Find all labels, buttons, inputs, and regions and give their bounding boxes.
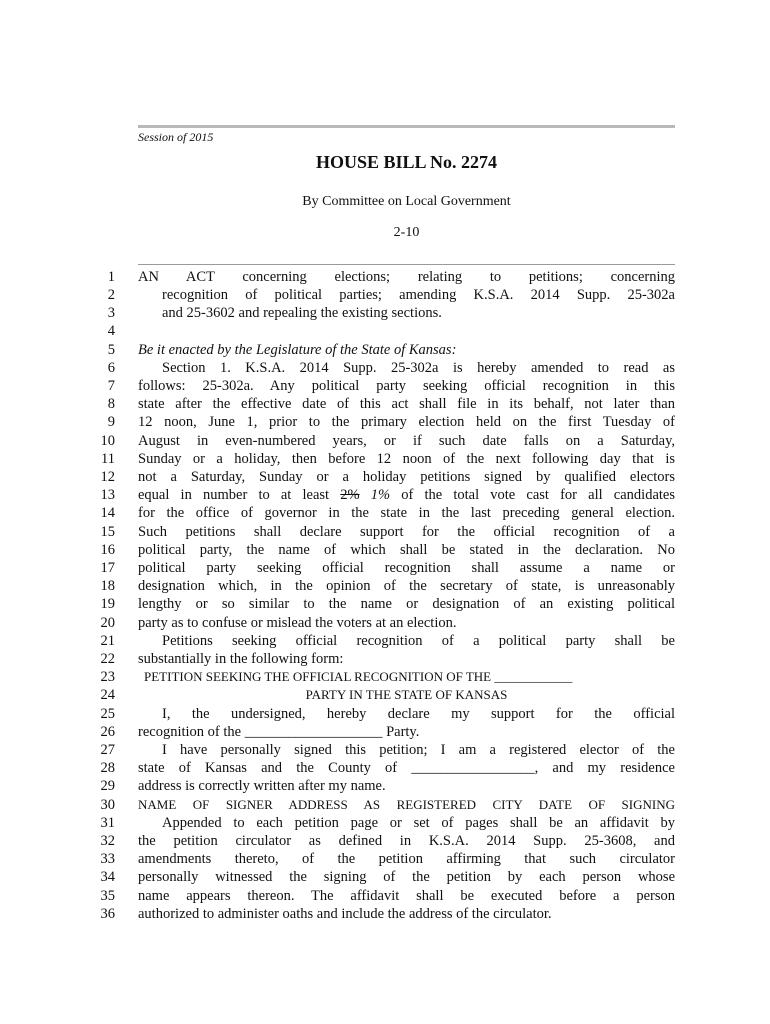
line-number: 23 xyxy=(100,669,115,685)
bill-text-line: AN ACT concerning elections; relating to petitions; concerning xyxy=(138,269,675,285)
bill-text-line: I, the undersigned, hereby declare my support for the official xyxy=(162,706,675,722)
bill-title: HOUSE BILL No. 2274 xyxy=(315,152,498,172)
line-number: 16 xyxy=(100,542,115,558)
inserted-text: 1% xyxy=(370,487,391,503)
title-rule xyxy=(138,264,675,265)
bill-text-line: Section 1. K.S.A. 2014 Supp. 25-302a is hereby amended to read as xyxy=(162,360,675,376)
petition-heading: PARTY IN THE STATE OF KANSAS xyxy=(305,687,508,702)
line-number: 15 xyxy=(100,524,115,540)
line-number: 1 xyxy=(107,269,115,285)
bill-text-line: recognition of political parties; amending K.S.A. 2014 Supp. 25-302a xyxy=(162,287,675,303)
line-number: 29 xyxy=(100,778,115,794)
line-number: 25 xyxy=(100,706,115,722)
bill-text-line: address is correctly written after my name. xyxy=(138,778,386,794)
bill-text-line: lengthy or so similar to the name or designation of an existing political xyxy=(138,596,675,612)
bill-text-line: for the office of governor in the state in the last preceding general election. xyxy=(138,505,675,521)
bill-text-line: and 25-3602 and repealing the existing sections. xyxy=(162,305,442,321)
line-number: 2 xyxy=(107,287,115,303)
bill-text-line: recognition of the ___________________ Party. xyxy=(138,724,420,740)
bill-text-line: the petition circulator as defined in K.S.A. 2014 Supp. 25-3608, and xyxy=(138,833,675,849)
line-number: 19 xyxy=(100,596,115,612)
bill-date: 2-10 xyxy=(393,225,420,240)
bill-text-line: Petitions seeking official recognition of a political party shall be xyxy=(162,633,675,649)
bill-text-line: not a Saturday, Sunday or a holiday petitions signed by qualified electors xyxy=(138,469,675,485)
line-number: 10 xyxy=(100,433,115,449)
line-number: 28 xyxy=(100,760,115,776)
line-number: 18 xyxy=(100,578,115,594)
line-number: 9 xyxy=(107,414,115,430)
line-number: 6 xyxy=(107,360,115,376)
line-number: 32 xyxy=(100,833,115,849)
line-number: 24 xyxy=(100,687,115,703)
bill-text-line: state of Kansas and the County of _________________, and my residence xyxy=(138,760,675,776)
line-number: 35 xyxy=(100,888,115,904)
bill-text-line: political party, the name of which shall be stated in the declaration. No xyxy=(138,542,675,558)
line-number: 20 xyxy=(100,615,115,631)
text-segment: equal in number to at least xyxy=(138,487,330,503)
line-number: 5 xyxy=(107,342,115,358)
line-number: 8 xyxy=(107,396,115,412)
text-segment: of the total vote cast for all candidates xyxy=(401,487,675,503)
line-number: 12 xyxy=(100,469,115,485)
session-label: Session of 2015 xyxy=(138,130,214,144)
line-number: 36 xyxy=(100,906,115,922)
enacting-clause: Be it enacted by the Legislature of the State of Kansas: xyxy=(138,342,457,358)
bill-text-line: Such petitions shall declare support for the official recognition of a xyxy=(138,524,675,540)
bill-text-line: designation which, in the opinion of the secretary of state, is unreasonably xyxy=(138,578,675,594)
line-number: 4 xyxy=(107,323,115,339)
line-number: 33 xyxy=(100,851,115,867)
line-number: 3 xyxy=(107,305,115,321)
line-number: 14 xyxy=(100,505,115,521)
line-number: 21 xyxy=(100,633,115,649)
line-number: 34 xyxy=(100,869,115,885)
line-number: 31 xyxy=(100,815,115,831)
bill-text-line: Sunday or a holiday, then before 12 noon of the next following day that is xyxy=(138,451,675,467)
bill-text-line: amendments thereto, of the petition affirming that such circulator xyxy=(138,851,675,867)
bill-text-line: authorized to administer oaths and include the address of the circulator. xyxy=(138,906,552,922)
bill-text-line: Appended to each petition page or set of pages shall be an affidavit by xyxy=(162,815,675,831)
bill-text-line: 12 noon, June 1, prior to the primary election held on the first Tuesday of xyxy=(138,414,675,430)
petition-columns: NAME OF SIGNER ADDRESS AS REGISTERED CITY DATE OF SIGNING xyxy=(138,797,675,812)
line-number: 13 xyxy=(100,487,115,503)
bill-text-line: follows: 25-302a. Any political party seeking official recognition in this xyxy=(138,378,675,394)
line-number: 26 xyxy=(100,724,115,740)
line-number: 27 xyxy=(100,742,115,758)
bill-text-line: substantially in the following form: xyxy=(138,651,344,667)
committee-line: By Committee on Local Government xyxy=(302,194,511,209)
bill-text-line: I have personally signed this petition; I am a registered elector of the xyxy=(162,742,675,758)
struck-text: 2% xyxy=(340,487,360,503)
line-number: 22 xyxy=(100,651,115,667)
line-number: 7 xyxy=(107,378,115,394)
petition-heading: PETITION SEEKING THE OFFICIAL RECOGNITION OF THE ____________ xyxy=(144,669,573,684)
header-rule xyxy=(138,125,675,128)
line-number: 17 xyxy=(100,560,115,576)
line-number: 11 xyxy=(101,451,115,467)
bill-text-line: state after the effective date of this act shall file in its behalf, not later than xyxy=(138,396,675,412)
bill-text-line: personally witnessed the signing of the petition by each person whose xyxy=(138,869,675,885)
bill-text-line: August in even-numbered years, or if such date falls on a Saturday, xyxy=(138,433,675,449)
line-number: 30 xyxy=(100,797,115,813)
bill-text-line: party as to confuse or mislead the voters at an election. xyxy=(138,615,457,631)
bill-text-line: political party seeking official recognition shall assume a name or xyxy=(138,560,675,576)
bill-text-line: name appears thereon. The affidavit shall be executed before a person xyxy=(138,888,675,904)
bill-text-line-amended xyxy=(138,486,675,504)
